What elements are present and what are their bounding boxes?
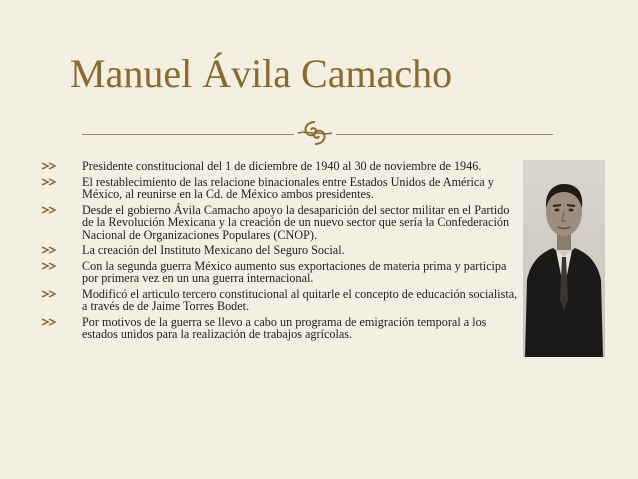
title-divider-left (82, 134, 294, 135)
bullet-text: El restablecimiento de las relacione binacionales entre Estados Unidos de América y México, al reunirse en la Cd. de México ambos presidentes. (82, 174, 494, 201)
fleuron-ornament-icon (294, 118, 336, 148)
list-item (40, 160, 520, 173)
double-arrow-bullet-icon (40, 177, 60, 187)
bullet-text: Por motivos de la guerra se llevo a cabo un programa de emigración temporal a los estados unidos para la realización de trabajos agrícolas. (82, 314, 487, 341)
list-item (40, 288, 520, 313)
portrait-figure (523, 160, 605, 357)
bullet-text: Modificó el articulo tercero constitucional al quitarle el concepto de educación socialista, a través de de Jaime Torres Bodet. (82, 286, 518, 313)
slide-title: Manuel Ávila Camacho (70, 51, 453, 96)
double-arrow-bullet-icon (40, 261, 60, 271)
title-divider-right (336, 134, 553, 135)
list-item (40, 244, 520, 257)
double-arrow-bullet-icon (40, 289, 60, 299)
bullet-text: Presidente constitucional del 1 de diciembre de 1940 al 30 de noviembre de 1946. (82, 159, 482, 173)
double-arrow-bullet-icon (40, 317, 60, 327)
bullet-text: Desde el gobierno Ávila Camacho apoyo la desaparición del sector militar en el Partido de la Revolución Mexicana y la creación de un nuevo sector que sería la Confederación Nacional de Organizaciones Populares (CNOP). (82, 202, 510, 242)
list-item (40, 260, 520, 285)
double-arrow-bullet-icon (40, 161, 60, 171)
double-arrow-bullet-icon (40, 245, 60, 255)
bullet-list (40, 160, 520, 344)
double-arrow-bullet-icon (40, 205, 60, 215)
list-item (40, 316, 520, 341)
bullet-text: La creación del Instituto Mexicano del Seguro Social. (82, 243, 345, 257)
list-item (40, 204, 520, 242)
list-item (40, 176, 520, 201)
portrait-photo (523, 160, 605, 357)
bullet-text: Con la segunda guerra México aumento sus exportaciones de materia prima y participa por primera vez en un una guerra internacional. (82, 258, 507, 285)
